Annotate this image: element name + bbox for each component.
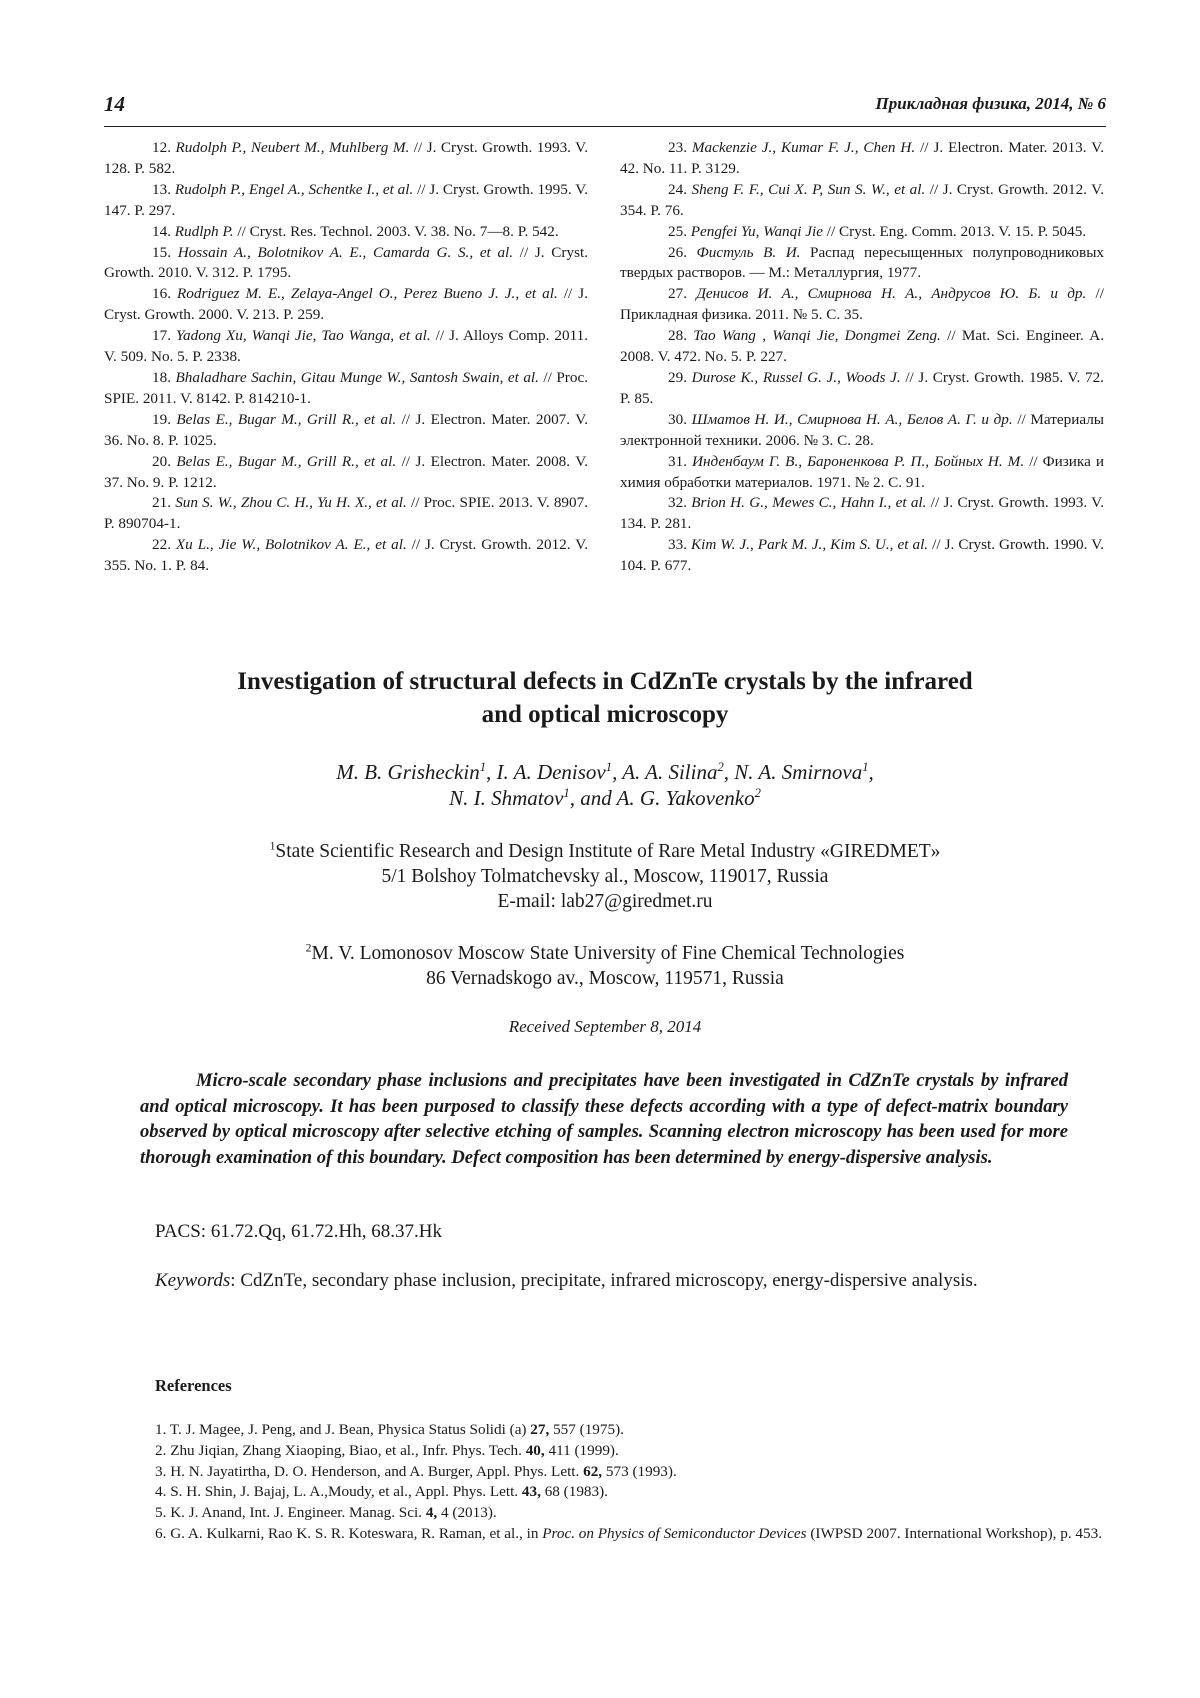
author-name: A. A. Silina: [622, 760, 718, 784]
affiliation-mark: 1: [479, 760, 486, 774]
reference-item: 26. Фистуль В. И. Распад пересыщенных полупроводниковых твердых растворов. — М.: Металлургия, 1977.: [620, 243, 1104, 282]
institution-name: M. V. Lomonosov Moscow State University of Fine Chemical Technologies: [311, 943, 905, 964]
journal-citation: Прикладная физика, 2014, № 6: [875, 94, 1106, 113]
contact-email: E-mail: lab27@giredmet.ru: [497, 891, 713, 912]
reference-item: 3. H. N. Jayatirtha, D. O. Henderson, and A. Burger, Appl. Phys. Lett. 62, 573 (1993).: [155, 1462, 677, 1480]
keywords-label: Keywords: [155, 1270, 231, 1291]
author-name: N. I. Shmatov: [449, 786, 564, 810]
reference-item: 14. Rudlph P. // Cryst. Res. Technol. 2003. V. 38. No. 7—8. P. 542.: [152, 222, 559, 240]
affiliation-mark: 2: [754, 786, 761, 800]
reference-item: 28. Tao Wang , Wanqi Jie, Dongmei Zeng. // Mat. Sci. Engineer. A. 2008. V. 472. No. 5. P. 227.: [620, 327, 1104, 366]
reference-item: 22. Xu L., Jie W., Bolotnikov A. E., et al. // J. Cryst. Growth. 2012. V. 355. No. 1. P. 84.: [104, 536, 589, 575]
reference-item: 19. Belas E., Bugar M., Grill R., et al. // J. Electron. Mater. 2007. V. 36. No. 8. P. 1025.: [104, 410, 589, 449]
keywords: [96, 1268, 1108, 1294]
reference-item: 29. Durose K., Russel G. J., Woods J. // J. Cryst. Growth. 1985. V. 72. P. 85.: [620, 368, 1104, 407]
right-reference-column: [620, 138, 1104, 577]
article-title: [104, 665, 1106, 731]
affiliation-mark: 1: [563, 786, 570, 800]
reference-item: 32. Brion H. G., Mewes C., Hahn I., et al. // J. Cryst. Growth. 1993. V. 134. P. 281.: [620, 494, 1104, 533]
affiliation-mark: 2: [717, 760, 724, 774]
page-number: 14: [104, 92, 125, 116]
title-line: Investigation of structural defects in CdZnTe crystals by the infrared: [237, 668, 973, 695]
author-name: I. A. Denisov: [496, 760, 606, 784]
received-date: Received September 8, 2014: [508, 1017, 702, 1036]
reference-item: 20. Belas E., Bugar M., Grill R., et al. // J. Electron. Mater. 2008. V. 37. No. 9. P. 1212.: [104, 452, 589, 491]
reference-item: 27. Денисов И. А., Смирнова Н. А., Андрусов Ю. Б. и др. // Прикладная физика. 2011. № 5. С. 35.: [620, 285, 1104, 324]
references-list: [155, 1420, 1108, 1545]
abstract: Micro-scale secondary phase inclusions and precipitates have been investigated in CdZnTe crystals by infrared and optical microscopy. It has been purposed to classify these defects according with a type of defect-matrix boundary observed by optical microscopy after selective etching of samples. Scanning electron microscopy has been used for more thorough examination of this boundary. Defect composition has been determined by energy-dispersive analysis.: [140, 1070, 1068, 1168]
reference-item: 12. Rudolph P., Neubert M., Muhlberg M. // J. Cryst. Growth. 1993. V. 128. P. 582.: [104, 139, 588, 177]
author-list: M. B. Grisheckin$^1$, I. A. Denisov$^1$, A. A. Silina$^2$, N. A. Smirnova$^1$, N. I. Shmatov$^1$, and A. G. Yakovenko$^2$: [336, 760, 874, 810]
reference-item: 33. Kim W. J., Park M. J., Kim S. U., et al. // J. Cryst. Growth. 1990. V. 104. P. 677.: [620, 536, 1105, 575]
institution-address: 86 Vernadskogo av., Moscow, 119571, Russia: [426, 968, 784, 989]
reference-item: 30. Шматов Н. И., Смирнова Н. А., Белов А. Г. и др. // Материалы электронной техники. 2006. № 3. С. 28.: [620, 410, 1105, 449]
reference-item: 16. Rodriguez M. E., Zelaya-Angel O., Perez Bueno J. J., et al. // J. Cryst. Growth. 2000. V. 213. P. 259.: [104, 285, 589, 324]
affiliation-2: $^2$M. V. Lomonosov Moscow State University of Fine Chemical Technologies 86 Vernadskogo av., Moscow, 119571, Russia: [104, 941, 1106, 991]
reference-item: 5. K. J. Anand, Int. J. Engineer. Manag. Sci. 4, 4 (2013).: [155, 1504, 497, 1522]
author-name: M. B. Grisheckin: [336, 760, 480, 784]
reference-item: 25. Pengfei Yu, Wanqi Jie // Cryst. Eng. Comm. 2013. V. 15. P. 5045.: [668, 222, 1087, 240]
reference-item: 23. Mackenzie J., Kumar F. J., Chen H. // J. Electron. Mater. 2013. V. 42. No. 11. P. 3129.: [620, 139, 1104, 177]
institution-address: 5/1 Bolshoy Tolmatchevsky al., Moscow, 119017, Russia: [381, 866, 829, 887]
institution-name: State Scientific Research and Design Institute of Rare Metal Industry «GIREDMET»: [275, 841, 941, 862]
reference-item: 1. T. J. Magee, J. Peng, and J. Bean, Physica Status Solidi (a) 27, 557 (1975).: [155, 1421, 624, 1438]
affiliation-mark: 1: [862, 760, 869, 774]
reference-item: 4. S. H. Shin, J. Bajaj, L. A.,Moudy, et al., Appl. Phys. Lett. 43, 68 (1983).: [155, 1483, 608, 1501]
pacs-codes: PACS: 61.72.Qq, 61.72.Hh, 68.37.Hk: [155, 1221, 442, 1242]
references-heading: References: [155, 1376, 232, 1395]
reference-item: 13. Rudolph P., Engel A., Schentke I., et al. // J. Cryst. Growth. 1995. V. 147. P. 297.: [104, 180, 589, 219]
left-reference-column: [104, 138, 588, 577]
reference-item: 31. Инденбаум Г. В., Бароненкова Р. П., Бойных Н. М. // Физика и химия обработки материалов. 1971. № 2. С. 91.: [620, 452, 1105, 491]
reference-item: 6. G. A. Kulkarni, Rao K. S. R. Koteswara, R. Raman, et al., in Proc. on Physics of Semiconductor Devices (IWPSD 2007. International Workshop), p. 453.: [155, 1524, 1103, 1542]
reference-item: 15. Hossain A., Bolotnikov A. E., Camarda G. S., et al. // J. Cryst. Growth. 2010. V. 312. P. 1795.: [104, 243, 588, 282]
author-name: and A. G. Yakovenko: [580, 786, 755, 810]
keywords-text: : CdZnTe, secondary phase inclusion, precipitate, infrared microscopy, energy-dispersive analysis.: [230, 1270, 978, 1291]
page-header: [104, 92, 1106, 127]
reference-item: 17. Yadong Xu, Wanqi Jie, Tao Wanga, et al. // J. Alloys Comp. 2011. V. 509. No. 5. P. 2338.: [104, 327, 588, 366]
affiliation-1: $^1$State Scientific Research and Design Institute of Rare Metal Industry «GIREDMET» 5/1 Bolshoy Tolmatchevsky al., Moscow, 119017, Russia E-mail: lab27@giredmet.ru: [104, 839, 1106, 914]
reference-item: 2. Zhu Jiqian, Zhang Xiaoping, Biao, et al., Infr. Phys. Tech. 40, 411 (1999).: [155, 1441, 619, 1459]
reference-item: 18. Bhaladhare Sachin, Gitau Munge W., Santosh Swain, et al. // Proc. SPIE. 2011. V. 8142. P. 814210-1.: [104, 368, 589, 407]
affiliation-mark: 1: [605, 760, 613, 774]
reference-item: 21. Sun S. W., Zhou C. H., Yu H. X., et al. // Proc. SPIE. 2013. V. 8907. P. 890704-1.: [104, 494, 588, 533]
author-name: N. A. Smirnova: [734, 760, 863, 784]
reference-item: 24. Sheng F. F., Cui X. P, Sun S. W., et al. // J. Cryst. Growth. 2012. V. 354. P. 76.: [620, 180, 1104, 219]
title-line: and optical microscopy: [481, 701, 729, 728]
